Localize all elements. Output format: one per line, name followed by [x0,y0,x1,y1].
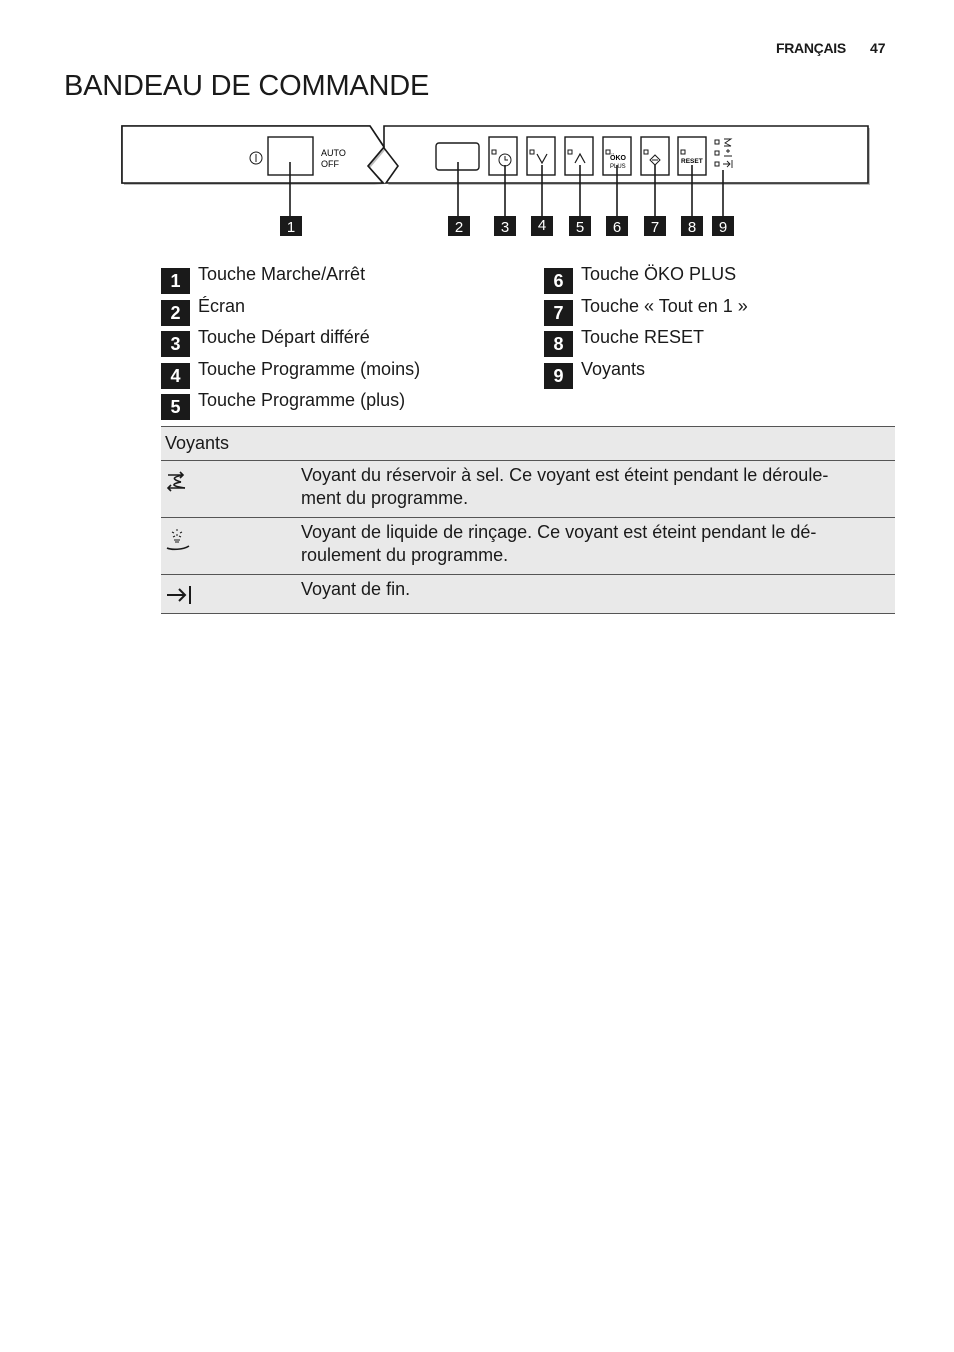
legend-label: Voyants [581,358,646,379]
callout-1: 1 [286,219,296,236]
control-panel-diagram [118,122,878,244]
legend-label: Écran [198,295,246,316]
table-row [161,461,895,518]
voyants-table-header: Voyants [161,427,895,461]
legend-label: Touche Marche/Arrêt [198,264,366,284]
voyant-description: Voyant du réservoir à sel. Ce voyant est éteint pendant le déroule- ment du programme. [301,465,829,508]
voyants-table [161,426,895,614]
rinse-aid-icon [165,526,193,552]
callout-5: 5 [575,219,585,236]
legend-label: Touche Départ différé [198,327,370,348]
legend-number: 2 [161,300,190,326]
legend-label: Touche Programme (plus) [198,390,406,411]
header-language: FRANÇAIS [776,40,846,56]
auto-off-label-line2: OFF [321,159,339,169]
legend-number: 1 [161,268,190,294]
legend-number: 8 [544,331,573,357]
legend-label: Touche RESET [581,327,705,348]
delay-start-button[interactable] [489,137,517,175]
auto-off-label-line1: AUTO [321,148,346,158]
legend-number: 7 [544,300,573,326]
voyant-description: Voyant de fin. [301,579,411,599]
oko-plus-label-line1: ÖKO [610,155,626,162]
callout-4: 4 [537,217,547,234]
legend-number: 9 [544,363,573,389]
salt-icon [165,469,189,493]
end-icon [165,583,195,607]
callout-8: 8 [687,219,697,236]
callout-9: 9 [718,219,728,236]
legend-number: 3 [161,331,190,357]
voyant-description: Voyant de liquide de rinçage. Ce voyant est éteint pendant le dé- roulement du programme. [301,522,817,565]
table-row [161,518,895,575]
legend-number: 4 [161,363,190,389]
legend-number: 5 [161,394,190,420]
callout-6: 6 [612,219,622,236]
legend-label: Touche Programme (moins) [198,358,421,379]
legend-label: Touche « Tout en 1 » [581,295,748,316]
oko-plus-label-line2: PLUS [610,164,626,170]
table-row [161,575,895,613]
page-number: 47 [870,40,886,56]
callout-2: 2 [454,219,464,236]
legend-number: 6 [544,268,573,294]
callout-7: 7 [650,219,660,236]
reset-label: RESET [681,158,703,165]
program-minus-button[interactable] [527,137,555,175]
legend-label: Touche ÖKO PLUS [581,264,737,284]
page-title: BANDEAU DE COMMANDE [64,70,430,102]
callout-3: 3 [500,219,510,236]
